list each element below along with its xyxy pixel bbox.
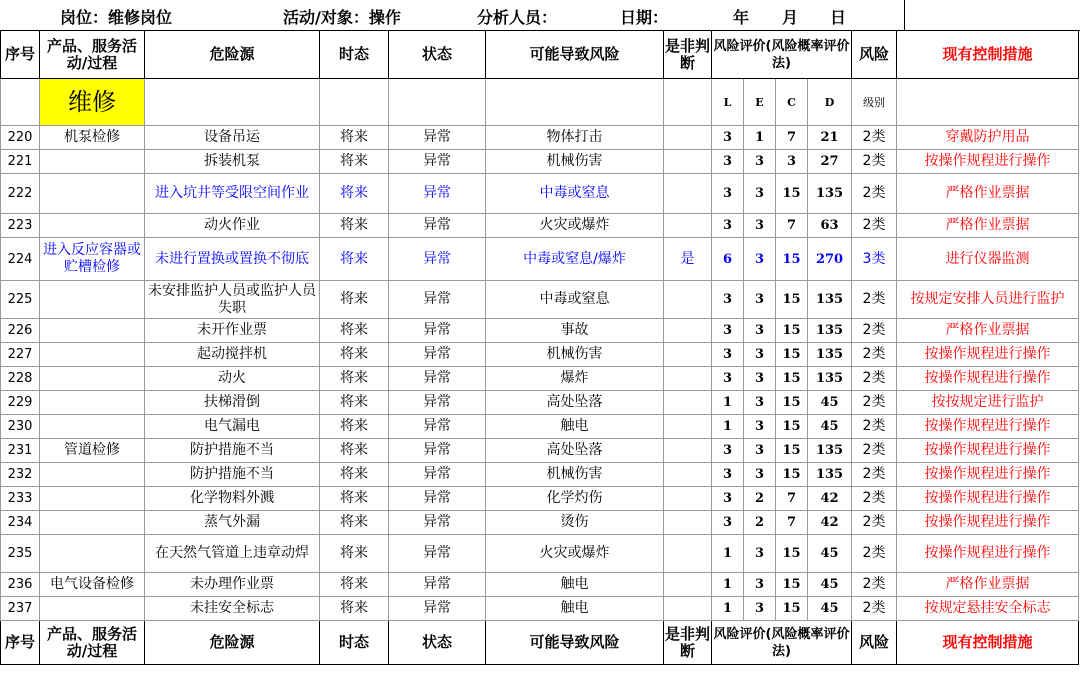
D-cell: 270: [808, 238, 852, 281]
subheader-row: [1, 79, 1079, 126]
table-row: [1, 319, 1079, 343]
judge-cell: [664, 535, 712, 573]
tense-cell: 将来: [320, 573, 389, 597]
tense-cell: 将来: [320, 367, 389, 391]
date-label: 日期：: [620, 8, 669, 27]
process-cell: [40, 214, 145, 238]
hazard-cell: 动火作业: [145, 214, 320, 238]
E-cell: 1: [744, 126, 776, 150]
title-row: [0, 0, 1080, 31]
C-cell: 7: [776, 214, 808, 238]
hazard-cell: 防护措施不当: [145, 439, 320, 463]
C-cell: 7: [776, 487, 808, 511]
control-cell: 按操作规程进行操作: [897, 439, 1079, 463]
process-cell: 电气设备检修: [40, 573, 145, 597]
header-risk: 可能导致风险: [486, 31, 664, 79]
control-cell: 按规定安排人员进行监护: [897, 281, 1079, 319]
L-cell: 1: [712, 535, 744, 573]
risk-cell: 机械伤害: [486, 150, 664, 174]
header-evaluation: 风险评价(风险概率评价法): [712, 31, 852, 79]
risk-cell: 触电: [486, 597, 664, 621]
table-row: [1, 281, 1079, 319]
month-label: 月: [782, 8, 799, 27]
row-number: 227: [1, 343, 40, 367]
level-cell: 2类: [852, 573, 897, 597]
tense-cell: 将来: [320, 597, 389, 621]
risk-cell: 物体打击: [486, 126, 664, 150]
control-cell: 进行仪器监测: [897, 238, 1079, 281]
header-state: 状态: [389, 31, 486, 79]
risk-cell: 事故: [486, 319, 664, 343]
row-number: 221: [1, 150, 40, 174]
row-number: 235: [1, 535, 40, 573]
E-cell: 3: [744, 463, 776, 487]
E-cell: 3: [744, 214, 776, 238]
judge-cell: [664, 281, 712, 319]
header-evaluation: 风险评价(风险概率评价法): [712, 621, 852, 665]
risk-cell: 爆炸: [486, 367, 664, 391]
tense-cell: 将来: [320, 319, 389, 343]
process-cell: [40, 535, 145, 573]
risk-cell: 化学灼伤: [486, 487, 664, 511]
L-cell: 3: [712, 174, 744, 214]
state-cell: 异常: [389, 343, 486, 367]
row-number: 236: [1, 573, 40, 597]
hazard-cell: 未安排监护人员或监护人员失职: [145, 281, 320, 319]
col-level: 级别: [852, 79, 897, 126]
risk-cell: 机械伤害: [486, 343, 664, 367]
header-product: 产品、服务活动/过程: [40, 31, 145, 79]
C-cell: 15: [776, 281, 808, 319]
E-cell: 3: [744, 415, 776, 439]
level-cell: 2类: [852, 597, 897, 621]
table-row: [1, 535, 1079, 573]
level-cell: 2类: [852, 391, 897, 415]
day-label: 日: [830, 8, 847, 27]
row-number: 231: [1, 439, 40, 463]
D-cell: 135: [808, 281, 852, 319]
D-cell: 45: [808, 573, 852, 597]
hazard-cell: 在天然气管道上违章动焊: [145, 535, 320, 573]
hazard-cell: 扶梯滑倒: [145, 391, 320, 415]
C-cell: 15: [776, 174, 808, 214]
process-cell: [40, 511, 145, 535]
risk-cell: 中毒或窒息: [486, 174, 664, 214]
control-cell: 按操作规程进行操作: [897, 487, 1079, 511]
hazard-cell: 化学物料外溅: [145, 487, 320, 511]
position-label: 岗位：维修岗位: [60, 8, 173, 27]
process-cell: [40, 487, 145, 511]
table-row: [1, 511, 1079, 535]
level-cell: 2类: [852, 439, 897, 463]
L-cell: 3: [712, 463, 744, 487]
E-cell: 2: [744, 511, 776, 535]
state-cell: 异常: [389, 150, 486, 174]
control-cell: 按操作规程进行操作: [897, 511, 1079, 535]
judge-cell: 是: [664, 238, 712, 281]
E-cell: 3: [744, 439, 776, 463]
L-cell: 3: [712, 214, 744, 238]
col-C: C: [776, 79, 808, 126]
E-cell: 3: [744, 535, 776, 573]
risk-cell: 高处坠落: [486, 439, 664, 463]
table-row: [1, 463, 1079, 487]
E-cell: 3: [744, 597, 776, 621]
state-cell: 异常: [389, 214, 486, 238]
row-number: 233: [1, 487, 40, 511]
state-cell: 异常: [389, 174, 486, 214]
D-cell: 135: [808, 439, 852, 463]
header-level: 风险: [852, 31, 897, 79]
process-cell: [40, 415, 145, 439]
hazard-cell: 蒸气外漏: [145, 511, 320, 535]
tense-cell: 将来: [320, 150, 389, 174]
level-cell: 2类: [852, 487, 897, 511]
D-cell: 27: [808, 150, 852, 174]
tense-cell: 将来: [320, 214, 389, 238]
tense-cell: 将来: [320, 487, 389, 511]
C-cell: 15: [776, 597, 808, 621]
level-cell: 2类: [852, 281, 897, 319]
C-cell: 3: [776, 150, 808, 174]
process-cell: [40, 281, 145, 319]
C-cell: 15: [776, 367, 808, 391]
table-row: [1, 439, 1079, 463]
hazard-cell: 防护措施不当: [145, 463, 320, 487]
L-cell: 1: [712, 597, 744, 621]
control-cell: 按操作规程进行操作: [897, 463, 1079, 487]
row-number: 220: [1, 126, 40, 150]
state-cell: 异常: [389, 487, 486, 511]
D-cell: 45: [808, 415, 852, 439]
state-cell: 异常: [389, 535, 486, 573]
tense-cell: 将来: [320, 174, 389, 214]
tense-cell: 将来: [320, 535, 389, 573]
table-row: [1, 150, 1079, 174]
hazard-cell: 未进行置换或置换不彻底: [145, 238, 320, 281]
L-cell: 3: [712, 367, 744, 391]
header-hazard: 危险源: [145, 621, 320, 665]
year-label: 年: [733, 8, 750, 27]
header-control: 现有控制措施: [897, 621, 1079, 665]
C-cell: 15: [776, 463, 808, 487]
analyst-label: 分析人员：: [477, 8, 558, 27]
process-cell: [40, 174, 145, 214]
E-cell: 3: [744, 391, 776, 415]
row-number: 228: [1, 367, 40, 391]
control-cell: 穿戴防护用品: [897, 126, 1079, 150]
C-cell: 7: [776, 511, 808, 535]
row-number: 230: [1, 415, 40, 439]
level-cell: 2类: [852, 367, 897, 391]
level-cell: 2类: [852, 463, 897, 487]
C-cell: 15: [776, 415, 808, 439]
judge-cell: [664, 174, 712, 214]
table-row: [1, 597, 1079, 621]
D-cell: 45: [808, 391, 852, 415]
judge-cell: [664, 511, 712, 535]
judge-cell: [664, 391, 712, 415]
header-row: [1, 31, 1079, 79]
hazard-cell: 拆装机泵: [145, 150, 320, 174]
D-cell: 45: [808, 535, 852, 573]
row-number: 223: [1, 214, 40, 238]
row-number: 224: [1, 238, 40, 281]
E-cell: 3: [744, 174, 776, 214]
hazard-cell: 未挂安全标志: [145, 597, 320, 621]
table-row: [1, 391, 1079, 415]
judge-cell: [664, 463, 712, 487]
risk-cell: 高处坠落: [486, 391, 664, 415]
process-cell: 进入反应容器或贮槽检修: [40, 238, 145, 281]
table-row: [1, 174, 1079, 214]
tense-cell: 将来: [320, 511, 389, 535]
col-E: E: [744, 79, 776, 126]
table-row: [1, 126, 1079, 150]
state-cell: 异常: [389, 511, 486, 535]
hazard-cell: 未办理作业票: [145, 573, 320, 597]
hazard-cell: 起动搅拌机: [145, 343, 320, 367]
header-judge: 是非判断: [664, 621, 712, 665]
control-cell: 按操作规程进行操作: [897, 415, 1079, 439]
D-cell: 135: [808, 367, 852, 391]
process-cell: 机泵检修: [40, 126, 145, 150]
C-cell: 15: [776, 391, 808, 415]
title-divider: [904, 0, 905, 30]
process-cell: [40, 367, 145, 391]
C-cell: 15: [776, 573, 808, 597]
header-hazard: 危险源: [145, 31, 320, 79]
control-cell: 严格作业票据: [897, 319, 1079, 343]
risk-cell: 中毒或窒息/爆炸: [486, 238, 664, 281]
tense-cell: 将来: [320, 439, 389, 463]
judge-cell: [664, 597, 712, 621]
col-L: L: [712, 79, 744, 126]
C-cell: 15: [776, 238, 808, 281]
table-row: [1, 367, 1079, 391]
hazard-cell: 未开作业票: [145, 319, 320, 343]
hazard-cell: 设备吊运: [145, 126, 320, 150]
L-cell: 3: [712, 281, 744, 319]
tense-cell: 将来: [320, 281, 389, 319]
E-cell: 3: [744, 319, 776, 343]
level-cell: 2类: [852, 319, 897, 343]
L-cell: 1: [712, 391, 744, 415]
D-cell: 135: [808, 319, 852, 343]
E-cell: 3: [744, 238, 776, 281]
E-cell: 3: [744, 367, 776, 391]
risk-cell: 中毒或窒息: [486, 281, 664, 319]
level-cell: 2类: [852, 415, 897, 439]
D-cell: 135: [808, 343, 852, 367]
risk-cell: 触电: [486, 415, 664, 439]
process-cell: 管道检修: [40, 439, 145, 463]
D-cell: 42: [808, 511, 852, 535]
risk-cell: 烫伤: [486, 511, 664, 535]
D-cell: 42: [808, 487, 852, 511]
state-cell: 异常: [389, 415, 486, 439]
table-row: [1, 573, 1079, 597]
L-cell: 3: [712, 511, 744, 535]
hazard-cell: 电气漏电: [145, 415, 320, 439]
state-cell: 异常: [389, 238, 486, 281]
state-cell: 异常: [389, 463, 486, 487]
table-row: [1, 238, 1079, 281]
L-cell: 1: [712, 573, 744, 597]
level-cell: 3类: [852, 238, 897, 281]
C-cell: 15: [776, 535, 808, 573]
judge-cell: [664, 487, 712, 511]
control-cell: 按操作规程进行操作: [897, 343, 1079, 367]
tense-cell: 将来: [320, 463, 389, 487]
state-cell: 异常: [389, 439, 486, 463]
hazard-cell: 进入坑井等受限空间作业: [145, 174, 320, 214]
control-cell: 按操作规程进行操作: [897, 150, 1079, 174]
L-cell: 3: [712, 487, 744, 511]
state-cell: 异常: [389, 319, 486, 343]
D-cell: 45: [808, 597, 852, 621]
row-number: 225: [1, 281, 40, 319]
C-cell: 15: [776, 319, 808, 343]
header-control: 现有控制措施: [897, 31, 1079, 79]
process-cell: [40, 319, 145, 343]
tense-cell: 将来: [320, 126, 389, 150]
header-state: 状态: [389, 621, 486, 665]
section-label: 维修: [40, 79, 145, 126]
L-cell: 3: [712, 126, 744, 150]
L-cell: 6: [712, 238, 744, 281]
state-cell: 异常: [389, 367, 486, 391]
C-cell: 7: [776, 126, 808, 150]
level-cell: 2类: [852, 214, 897, 238]
control-cell: 严格作业票据: [897, 214, 1079, 238]
header-seq: 序号: [1, 621, 40, 665]
judge-cell: [664, 319, 712, 343]
judge-cell: [664, 439, 712, 463]
D-cell: 21: [808, 126, 852, 150]
E-cell: 3: [744, 150, 776, 174]
C-cell: 15: [776, 343, 808, 367]
risk-cell: 火灾或爆炸: [486, 214, 664, 238]
control-cell: 严格作业票据: [897, 573, 1079, 597]
header-tense: 时态: [320, 621, 389, 665]
D-cell: 135: [808, 463, 852, 487]
table-row: [1, 415, 1079, 439]
process-cell: [40, 597, 145, 621]
D-cell: 135: [808, 174, 852, 214]
judge-cell: [664, 415, 712, 439]
tense-cell: 将来: [320, 415, 389, 439]
row-number: 229: [1, 391, 40, 415]
control-cell: 按操作规程进行操作: [897, 367, 1079, 391]
process-cell: [40, 343, 145, 367]
table-row: [1, 214, 1079, 238]
header-tense: 时态: [320, 31, 389, 79]
header-seq: 序号: [1, 31, 40, 79]
row-number: 232: [1, 463, 40, 487]
level-cell: 2类: [852, 343, 897, 367]
L-cell: 3: [712, 150, 744, 174]
header-level: 风险: [852, 621, 897, 665]
header-product: 产品、服务活动/过程: [40, 621, 145, 665]
L-cell: 3: [712, 319, 744, 343]
control-cell: 按规定悬挂安全标志: [897, 597, 1079, 621]
judge-cell: [664, 150, 712, 174]
state-cell: 异常: [389, 126, 486, 150]
header-judge: 是非判断: [664, 31, 712, 79]
tense-cell: 将来: [320, 343, 389, 367]
state-cell: 异常: [389, 573, 486, 597]
control-cell: 严格作业票据: [897, 174, 1079, 214]
state-cell: 异常: [389, 597, 486, 621]
judge-cell: [664, 126, 712, 150]
col-D: D: [808, 79, 852, 126]
L-cell: 3: [712, 343, 744, 367]
level-cell: 2类: [852, 150, 897, 174]
process-cell: [40, 150, 145, 174]
row-number: 237: [1, 597, 40, 621]
L-cell: 3: [712, 439, 744, 463]
L-cell: 1: [712, 415, 744, 439]
risk-cell: 机械伤害: [486, 463, 664, 487]
judge-cell: [664, 214, 712, 238]
E-cell: 3: [744, 281, 776, 319]
header-risk: 可能导致风险: [486, 621, 664, 665]
level-cell: 2类: [852, 511, 897, 535]
level-cell: 2类: [852, 174, 897, 214]
row-number: 222: [1, 174, 40, 214]
row-number: 226: [1, 319, 40, 343]
risk-cell: 触电: [486, 573, 664, 597]
table-row: [1, 343, 1079, 367]
judge-cell: [664, 573, 712, 597]
E-cell: 3: [744, 343, 776, 367]
state-cell: 异常: [389, 391, 486, 415]
state-cell: 异常: [389, 281, 486, 319]
judge-cell: [664, 367, 712, 391]
control-cell: 按操作规程进行操作: [897, 535, 1079, 573]
header-row-repeat: [1, 621, 1079, 665]
hazard-cell: 动火: [145, 367, 320, 391]
tense-cell: 将来: [320, 391, 389, 415]
activity-label: 活动/对象：操作: [283, 8, 401, 27]
risk-cell: 火灾或爆炸: [486, 535, 664, 573]
level-cell: 2类: [852, 126, 897, 150]
control-cell: 按按规定进行监护: [897, 391, 1079, 415]
E-cell: 2: [744, 487, 776, 511]
D-cell: 63: [808, 214, 852, 238]
risk-table: [0, 30, 1079, 665]
row-number: 234: [1, 511, 40, 535]
C-cell: 15: [776, 439, 808, 463]
level-cell: 2类: [852, 535, 897, 573]
judge-cell: [664, 343, 712, 367]
table-row: [1, 487, 1079, 511]
E-cell: 3: [744, 573, 776, 597]
process-cell: [40, 391, 145, 415]
tense-cell: 将来: [320, 238, 389, 281]
process-cell: [40, 463, 145, 487]
